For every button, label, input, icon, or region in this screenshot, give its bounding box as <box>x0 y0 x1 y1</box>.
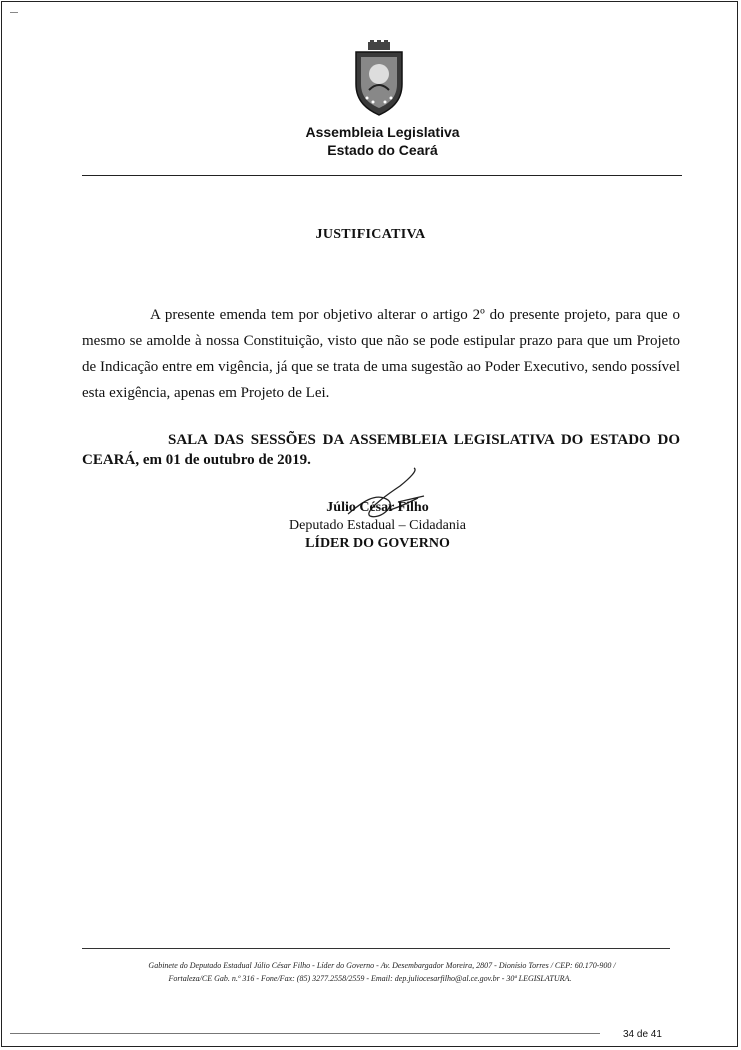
footer-divider <box>82 948 670 949</box>
institution-state: Estado do Ceará <box>327 142 438 158</box>
signatory-role: Deputado Estadual – Cidadania <box>289 518 466 533</box>
justification-paragraph: A presente emenda tem por objetivo alterar o artigo 2º do presente projeto, para que o mesmo se amolde à nossa Constituição, visto que não se pode estipular prazo para que um Projeto de Indicação entre em vigência, já que se trata de uma sugestão ao Poder Executivo, sendo possível esta exigência, apenas em Projeto de Lei. <box>82 307 680 401</box>
header-divider <box>82 175 682 176</box>
footer-address-line: Gabinete do Deputado Estadual Júlio César Filho - Líder do Governo - Av. Desembargador Moreira, 2807 - Dionísio Torres / CEP: 60.170-900 / <box>148 961 616 970</box>
page-indicator: 34 de 41 <box>623 1029 662 1040</box>
footer-contact-line: Fortaleza/CE Gab. n.º 316 - Fone/Fax: (85) 3277.2558/2559 - Email: dep.juliocesarfilho@al.ce.gov.br - 30ª LEGISLATURA. <box>168 974 572 983</box>
state-coat-of-arms-icon <box>352 40 406 116</box>
institution-name: Assembleia Legislativa <box>305 124 460 140</box>
scan-mark <box>10 12 18 13</box>
document-heading: JUSTIFICATIVA <box>315 227 426 242</box>
page-divider <box>10 1033 600 1034</box>
closing-statement: SALA DAS SESSÕES DA ASSEMBLEIA LEGISLATIVA DO ESTADO DO CEARÁ, em 01 de outubro de 2019. <box>82 432 680 468</box>
signatory-title: LÍDER DO GOVERNO <box>305 536 450 551</box>
signatory-name: Júlio César Filho <box>326 500 429 515</box>
